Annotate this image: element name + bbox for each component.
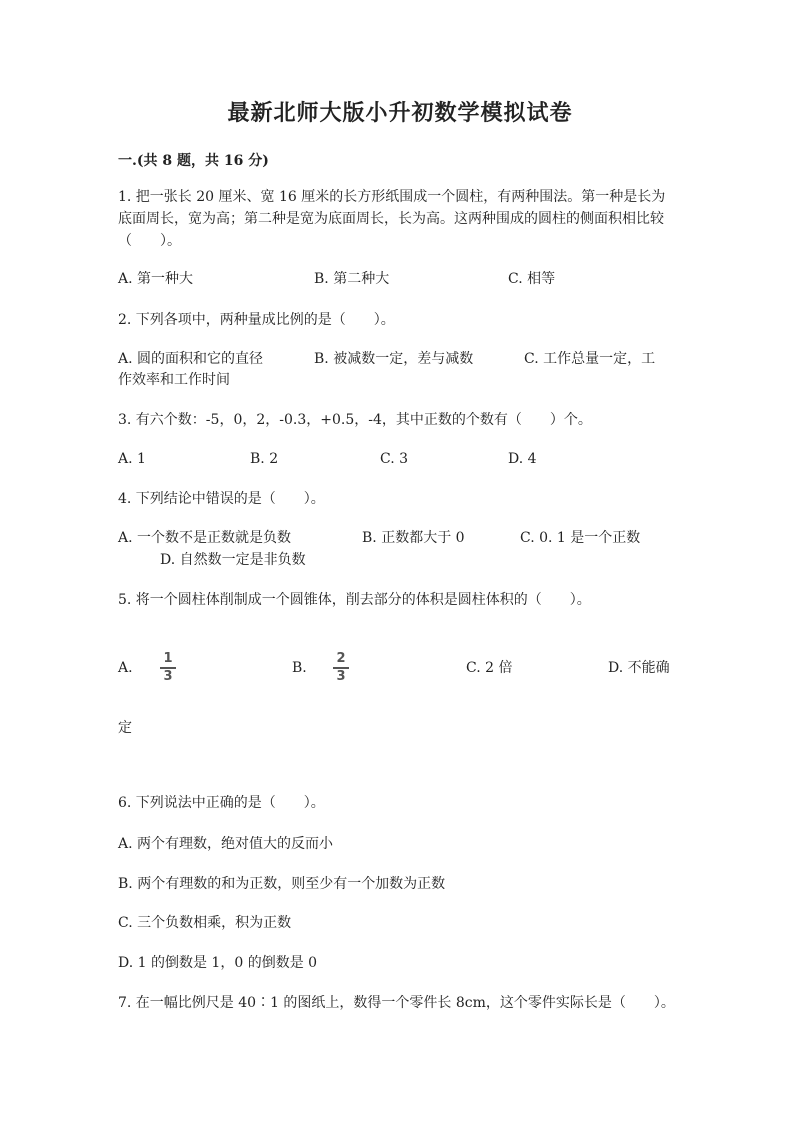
exam-title: 最新北师大版小升初数学模拟试卷 [227,100,573,126]
q3-option-a: A. 1 [118,451,146,467]
question-6: 6. 下列说法中正确的是（ ）。 [118,795,325,811]
q4-option-d: D. 自然数一定是非负数 [160,552,306,568]
q2-option-c-continued: 作效率和工作时间 [118,372,230,388]
q5-option-d: D. 不能确 [608,660,670,676]
question-2: 2. 下列各项中，两种量成比例的是（ ）。 [118,312,395,328]
q5-option-b: B. [292,660,307,676]
q2-option-b: B. 被减数一定，差与减数 [314,351,474,367]
q4-option-b: B. 正数都大于 0 [362,530,465,546]
q5-option-b-fraction [333,652,349,684]
q6-option-a: A. 两个有理数，绝对值大的反而小 [118,836,334,852]
q5-option-a: A. [118,660,133,676]
q2-option-a: A. 圆的面积和它的直径 [118,351,264,367]
fraction-denominator: 3 [163,668,173,684]
q3-option-b: B. 2 [250,451,279,467]
q1-option-a: A. 第一种大 [118,271,194,287]
q1-option-b: B. 第二种大 [314,271,390,287]
q5-option-d-continued: 定 [118,720,132,736]
q2-option-c: C. 工作总量一定，工 [524,351,656,367]
q1-option-c: C. 相等 [508,271,556,287]
question-4: 4. 下列结论中错误的是（ ）。 [118,491,325,507]
q5-option-a-fraction [160,652,176,684]
question-3: 3. 有六个数：-5，0，2，-0.3，+0.5，-4，其中正数的个数有（ ）个。 [118,412,592,428]
fraction-numerator: 2 [336,651,346,666]
q3-option-d: D. 4 [508,451,537,467]
fraction-numerator: 1 [163,651,173,666]
q4-option-c: C. 0. 1 是一个正数 [520,530,641,546]
fraction-denominator: 3 [336,668,346,684]
q4-option-a: A. 一个数不是正数就是负数 [118,530,292,546]
question-5: 5. 将一个圆柱体削制成一个圆锥体，削去部分的体积是圆柱体积的（ ）。 [118,592,591,608]
question-1: 1. 把一张长 20 厘米、宽 16 厘米的长方形纸围成一个圆柱，有两种围法。第一种是长为底面周长，宽为高；第二种是宽为底面周长，长为高。这两种围成的圆柱的侧面积相比较（ ）。 [118,189,666,249]
q6-option-b: B. 两个有理数的和为正数，则至少有一个加数为正数 [118,876,446,892]
q5-option-c: C. 2 倍 [466,660,513,676]
q6-option-d: D. 1 的倒数是 1，0 的倒数是 0 [118,955,318,971]
section-heading: 一.(共 8 题，共 16 分) [118,153,269,169]
q3-option-c: C. 3 [380,451,409,467]
q6-option-c: C. 三个负数相乘，积为正数 [118,915,292,931]
question-7: 7. 在一幅比例尺是 40∶1 的图纸上，数得一个零件长 8cm，这个零件实际长是（ ）。 [118,995,675,1011]
